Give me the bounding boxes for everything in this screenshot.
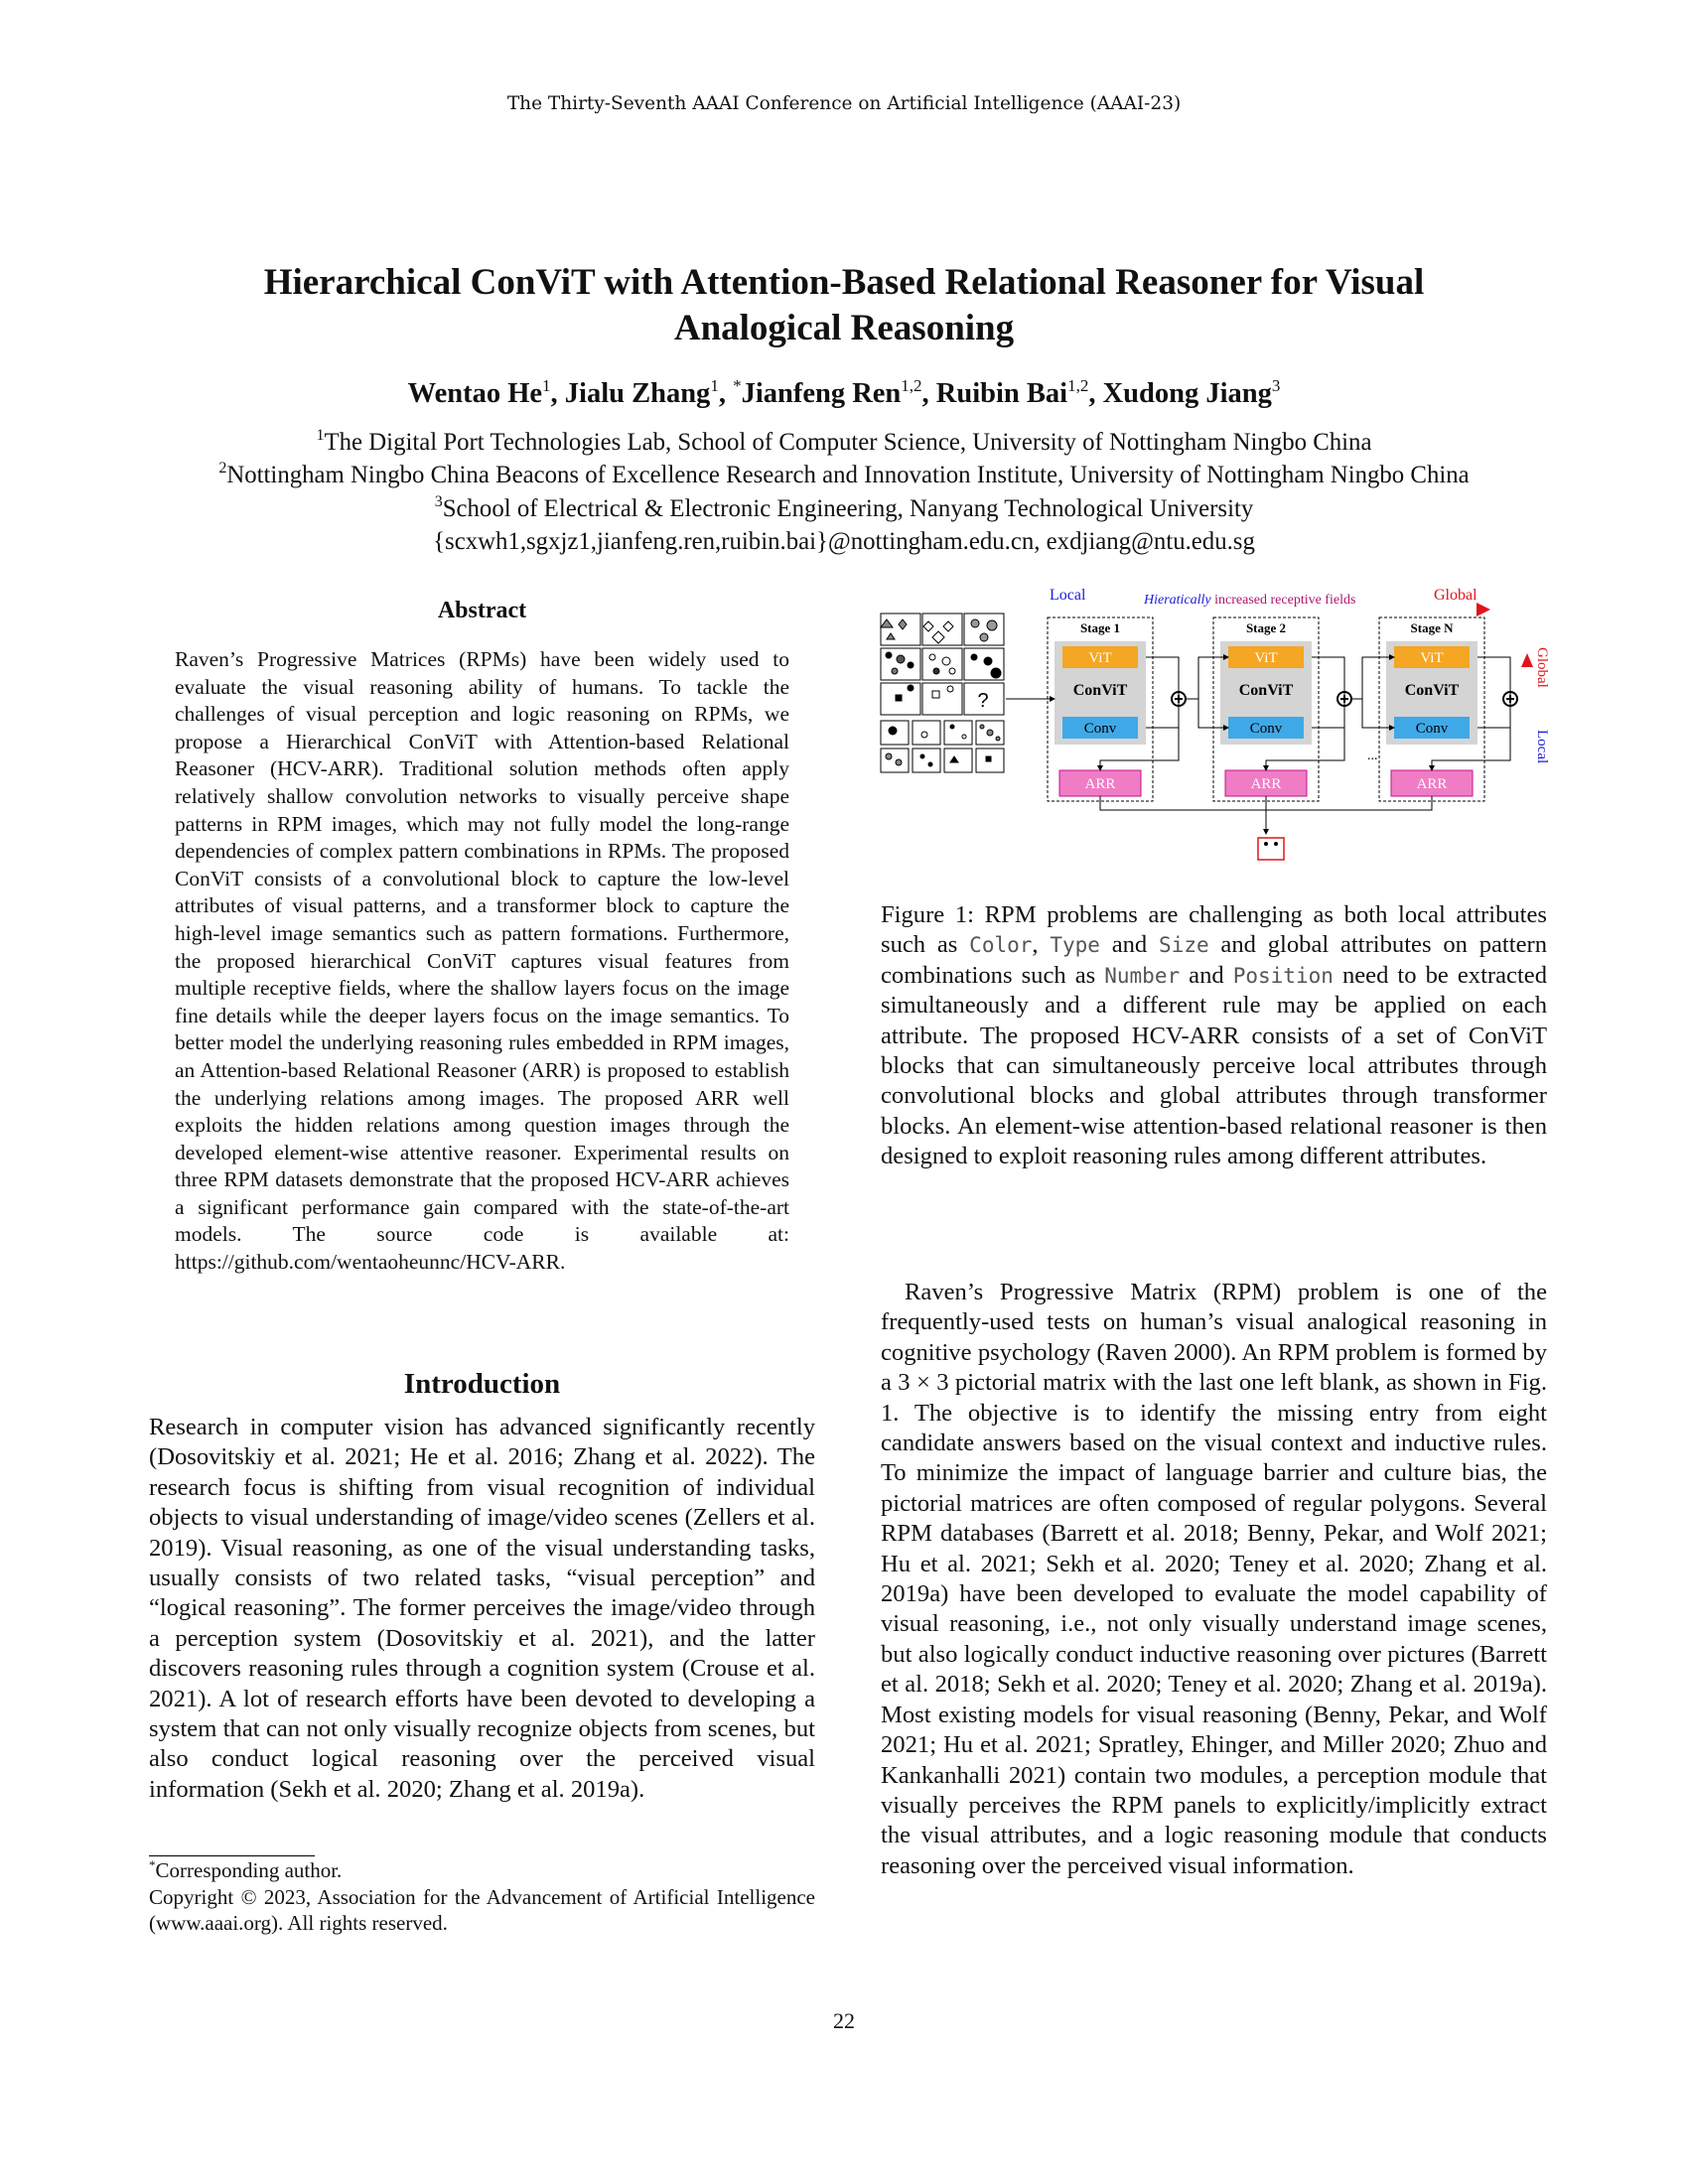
svg-text:Conv: Conv [1249,721,1283,737]
svg-text:Conv: Conv [1083,721,1117,737]
paper-title [149,260,1539,351]
stage-2 [1213,617,1319,801]
affiliation-2: $^2$Nottingham Ningbo China Beacons of Excellence Research and Innovation Institute, University of Nottingham Ningbo China [218,460,1470,489]
svg-text:Stage 2: Stage 2 [1245,620,1287,635]
footnote-rule [149,1855,315,1856]
local-label: Local [1050,587,1086,604]
page-number: 22 [833,2008,855,2033]
svg-text:ConViT: ConViT [1404,682,1460,699]
affiliation-1: $^1$The Digital Port Technologies Lab, School of Computer Science, University of Nottingham Ningbo China [316,427,1372,456]
author-4: Ruibin Bai$^{1,2}$ [935,376,1089,409]
right-column-body-text: Raven’s Progressive Matrix (RPM) problem is one of the frequently-used tests on human’s visual analogical reasoning in cognitive psychology (Raven 2000). An RPM problem is formed by a 3 × 3 pictorial matrix with the last one left blank, as shown in Fig. 1. The objective is to identify the missing entry from eight candidate answers based on the visual context and inductive rules. To minimize the impact of language barrier and culture bias, the pictorial matrices are often composed of regular polygons. Several RPM databases (Barrett et al. 2018; Benny, Pekar, and Wolf 2021; Hu et al. 2021; Sekh et al. 2020; Teney et al. 2020; Zhang et al. 2019a) have been developed to evaluate the model capability of visual reasoning, i.e., not only visually understand image scenes, but also logically conduct inductive reasoning over pictures (Barrett et al. 2018; Sekh et al. 2020; Teney et al. 2020; Zhang et al. 2019a). Most existing models for visual reasoning (Benny, Pekar, and Wolf 2021; Hu et al. 2021; Spratley, Ehinger, and Miller 2020; Zhuo and Kankanhalli 2021) contain two modules, a perception module that visually perceives the RPM panels to explicitly/implicitly extract the visual attributes, and a logic reasoning module that conducts reasoning over the perceived visual information. [881,1279,1547,1879]
question-mark: ? [977,690,989,712]
author-2: Jialu Zhang$^1$ [564,376,719,409]
svg-text:Conv: Conv [1415,721,1449,737]
introduction-text: Research in computer vision has advanced significantly recently (Dosovitskiy et al. 2021; He et al. 2016; Zhang et al. 2022). The research focus is shifting from visual recognition of individual objects to visual understanding of image/video scenes (Zellers et al. 2019). Visual reasoning, as one of the visual understanding tasks, usually consists of two related tasks, “visual perception” and “logical reasoning”. The former perceives the image/video through a perception system (Dosovitskiy et al. 2021), and the latter discovers reasoning rules through a cognition system (Crouse et al. 2021). A lot of research efforts have been devoted to developing a system that can not only visually recognize objects from scenes, but also conduct logical reasoning over the perceived visual information (Sekh et al. 2020; Zhang et al. 2019a). [149,1414,815,1803]
svg-text:Stage 1: Stage 1 [1079,620,1121,635]
author-5: Xudong Jiang$^3$ [1102,376,1281,409]
title-line-2: Analogical Reasoning [673,308,1015,348]
global-label: Global [1434,587,1477,604]
abstract-heading: Abstract [437,598,527,623]
author-1: Wentao He$^1$ [407,376,551,409]
arrow-caption: Hieratically increased receptive fields [1144,593,1356,608]
conference-header: The Thirty-Seventh AAAI Conference on Artificial Intelligence (AAAI-23) [506,93,1182,114]
affiliation-3: $^3$School of Electrical & Electronic Engineering, Nanyang Technological University [434,492,1254,522]
footnote-text: Corresponding author. [155,1858,343,1882]
side-local-label: Local [1534,730,1550,764]
stage-1 [1048,617,1153,801]
figure-1 [881,586,1550,884]
author-3: *Jianfeng Ren$^{1,2}$ [733,376,922,409]
svg-text:Stage N: Stage N [1410,620,1454,635]
footnote-mark: * [149,1857,156,1872]
svg-text:ViT: ViT [1088,650,1112,666]
svg-text:ViT: ViT [1254,650,1278,666]
svg-text:ConViT: ConViT [1072,682,1128,699]
svg-text:ARR: ARR [1084,776,1116,792]
ellipsis: ... [1367,749,1378,763]
svg-text:ARR: ARR [1416,776,1448,792]
introduction-heading: Introduction [403,1368,561,1400]
author-list: Wentao He$^1$, Jialu Zhang$^1$, *Jianfeng Ren$^{1,2}$, Ruibin Bai$^{1,2}$, Xudong Jiang$^3$ [407,376,1281,409]
answer-highlight-box [1258,838,1284,860]
figure-1-caption: Figure 1: RPM problems are challenging as both local attributes such as Color, Type and Size and global attributes on pattern combinations such as Number and Position need to be extracted simultaneously and a different rule may be applied on each attribute. The proposed HCV-ARR consists of a set of ConViT blocks that can simultaneously perceive local attributes through convolutional blocks and global attributes through transformer blocks. An element-wise attention-based relational reasoner is then designed to exploit reasoning rules among different attributes. [881,901,1548,1170]
title-line-1: Hierarchical ConViT with Attention-Based Relational Reasoner for Visual [263,262,1425,303]
stage-n [1379,617,1484,801]
rpm-answer-candidates [881,721,1004,772]
side-global-label: Global [1534,647,1550,688]
svg-text:ViT: ViT [1420,650,1444,666]
svg-text:ARR: ARR [1250,776,1282,792]
svg-text:ConViT: ConViT [1238,682,1294,699]
emails: {scxwh1,sgxjz1,jianfeng.ren,ruibin.bai}@nottingham.edu.cn, exdjiang@ntu.edu.sg [433,527,1255,555]
copyright-notice: Copyright © 2023, Association for the Advancement of Artificial Intelligence (www.aaai.org). All rights reserved. [149,1884,815,1935]
footnote [149,1857,815,1937]
abstract-text: Raven’s Progressive Matrices (RPMs) have been widely used to evaluate the visual reasoning ability of humans. To tackle the challenges of visual perception and logic reasoning on RPMs, we propose a Hierarchical ConViT with Attention-based Relational Reasoner (HCV-ARR). Traditional solution methods often apply relatively shallow convolution networks to visually perceive shape patterns in RPM images, which may not fully model the long-range dependencies of complex pattern combinations in RPMs. The proposed ConViT consists of a convolutional block to capture the low-level attributes of visual patterns, and a transformer block to capture the high-level image semantics such as pattern formations. Furthermore, the proposed hierarchical ConViT captures visual features from multiple receptive fields, where the shallow layers focus on the image fine details while the deeper layers focus on the image semantics. To better model the underlying reasoning rules embedded in RPM images, an Attention-based Relational Reasoner (ARR) is proposed to establish the underlying relations among images. The proposed ARR well exploits the hidden relations among question images through the developed element-wise attentive reasoner. Experimental results on three RPM datasets demonstrate that the proposed HCV-ARR achieves a significant performance gain compared with the state-of-the-art models. The source code is available at: https://github.com/wentaoheunnc/HCV-ARR. [175,647,789,1275]
affiliations [99,426,1589,558]
